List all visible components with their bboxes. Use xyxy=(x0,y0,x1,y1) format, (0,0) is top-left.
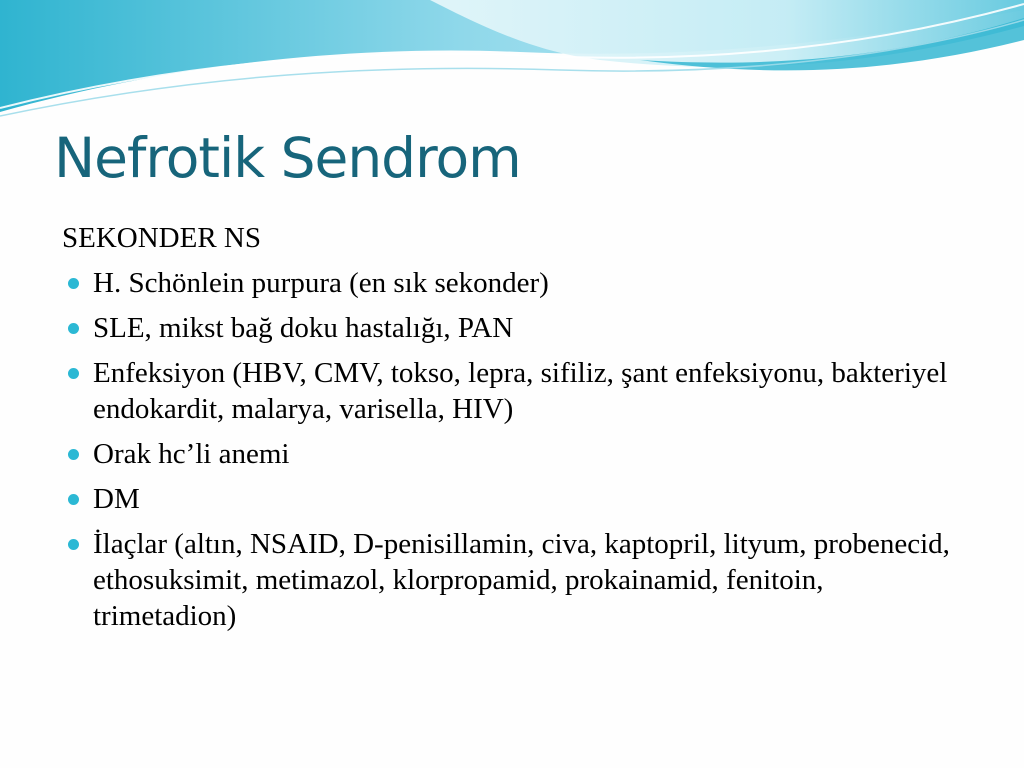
list-item-text: İlaçlar (altın, NSAID, D-penisillamin, civa, kaptopril, lityum, probenecid, ethosuksimit, metimazol, klorpropamid, prokainamid, fenitoin, trimetadion) xyxy=(93,528,950,632)
list-item-text: Orak hc’li anemi xyxy=(93,438,290,470)
bullet-dot-icon xyxy=(68,368,79,379)
bullet-dot-icon xyxy=(68,449,79,460)
list-item xyxy=(62,265,962,301)
list-item xyxy=(62,481,962,517)
bullet-dot-icon xyxy=(68,494,79,505)
list-item xyxy=(62,355,962,427)
list-item-text: Enfeksiyon (HBV, CMV, tokso, lepra, sifiliz, şant enfeksiyonu, bakteriyel endokardit, malarya, varisella, HIV) xyxy=(93,357,948,425)
list-item xyxy=(62,310,962,346)
bullet-dot-icon xyxy=(68,278,79,289)
section-subheading: SEKONDER NS xyxy=(62,222,261,254)
bullet-dot-icon xyxy=(68,323,79,334)
decorative-wave-header xyxy=(0,0,1024,130)
slide-content xyxy=(62,220,962,643)
list-item xyxy=(62,526,962,634)
slide-title: Nefrotik Sendrom xyxy=(54,126,521,190)
list-item xyxy=(62,436,962,472)
bullet-dot-icon xyxy=(68,539,79,550)
list-item-text: DM xyxy=(93,483,140,515)
list-item-text: SLE, mikst bağ doku hastalığı, PAN xyxy=(93,312,514,344)
list-item-text: H. Schönlein purpura (en sık sekonder) xyxy=(93,267,549,299)
bullet-list xyxy=(62,265,962,634)
